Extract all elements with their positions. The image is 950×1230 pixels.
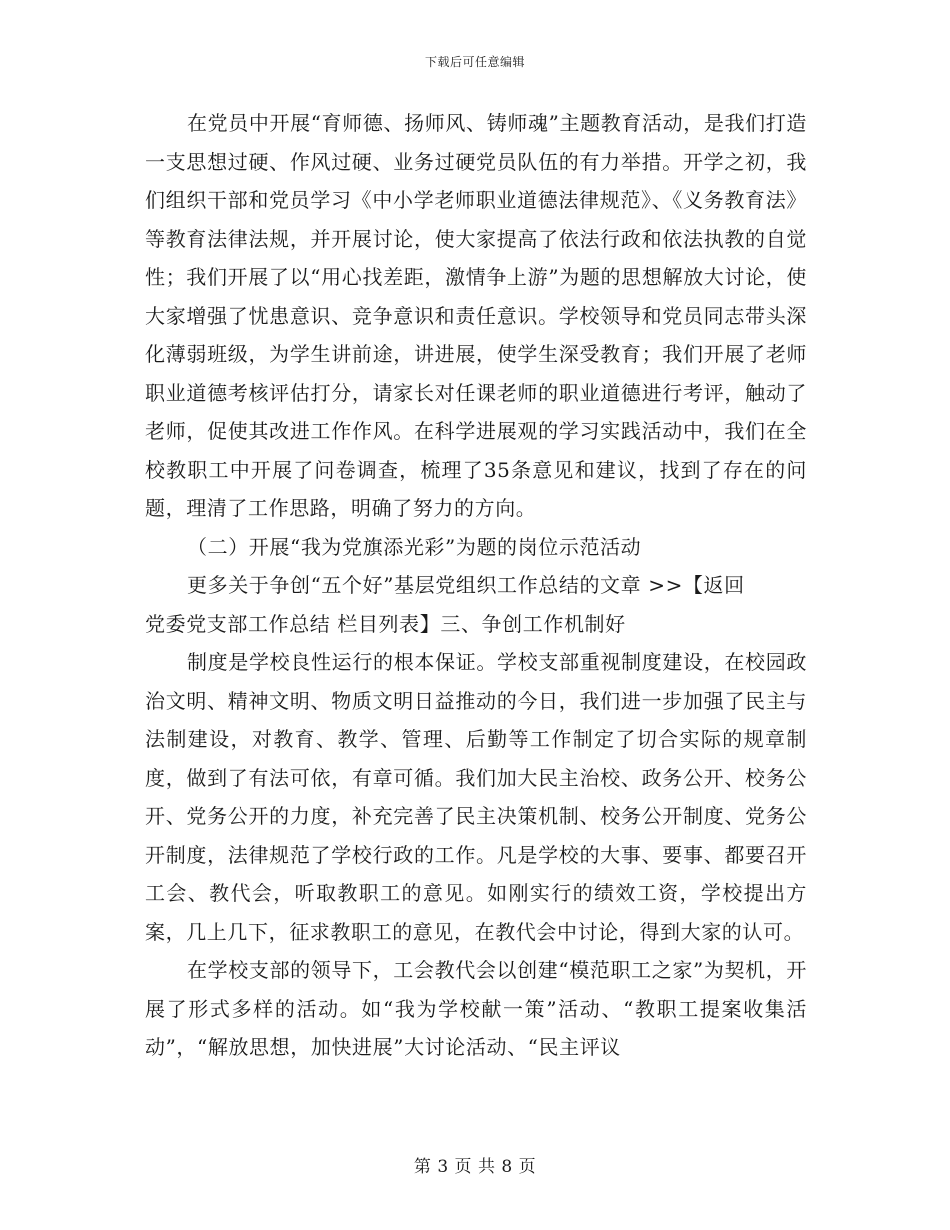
page-header: 下载后可任意编辑: [424, 55, 525, 69]
related-articles-link[interactable]: 更多关于争创“五个好”基层党组织工作总结的文章 >>【返回: [187, 573, 745, 597]
related-articles-link-continued[interactable]: 党委党支部工作总结 栏目列表】三、争创工作机制好: [145, 611, 626, 636]
paragraph-party-education: 在党员中开展“育师德、扬师风、铸师魂”主题教育活动，是我们打造一支思想过硬、作风过硬、业务过硬党员队伍的有力举措。开学之初，我们组织干部和党员学习《中小学老师职业道德法律规范》、《义务教育法》等教育法律法规，并开展讨论，使大家提高了依法行政和依法执教的自觉性；我们开展了以“用心找差距，激情争上游”为题的思想解放大讨论，使大家增强了忧患意识、竞争意识和责任意识。学校领导和党员同志带头深化薄弱班级，为学生讲前途，讲进展，使学生深受教育；我们开展了老师职业道德考核评估打分，请家长对任课老师的职业道德进行考评，触动了老师，促使其改进工作作风。在科学进展观的学习实践活动中，我们在全校教职工中开展了问卷调查，梳理了35条意见和建议，找到了存在的问题，理清了工作思路，明确了努力的方向。: [145, 111, 807, 520]
section-heading-two: （二）开展“我为党旗添光彩”为题的岗位示范活动: [187, 534, 642, 559]
document-body: [145, 104, 807, 1067]
page-number-footer: 第 3 页 共 8 页: [413, 1157, 537, 1177]
paragraph-institution-building: 制度是学校良性运行的根本保证。学校支部重视制度建设，在校园政治文明、精神文明、物质文明日益推动的今日，我们进一步加强了民主与法制建设，对教育、教学、管理、后勤等工作制定了切合实际的规章制度，做到了有法可依，有章可循。我们加大民主治校、政务公开、校务公开、党务公开的力度，补充完善了民主决策机制、校务公开制度、党务公开制度，法律规范了学校行政的工作。凡是学校的大事、要事、都要召开工会、教代会，听取教职工的意见。如刚实行的绩效工资，学校提出方案，几上几下，征求教职工的意见，在教代会中讨论，得到大家的认可。: [145, 650, 807, 944]
paragraph-union-activities: 在学校支部的领导下，工会教代会以创建“模范职工之家”为契机，开展了形式多样的活动。如“我为学校献一策”活动、“教职工提案收集活动”，“解放思想，加快进展”大讨论活动、“民主评议: [145, 958, 807, 1059]
